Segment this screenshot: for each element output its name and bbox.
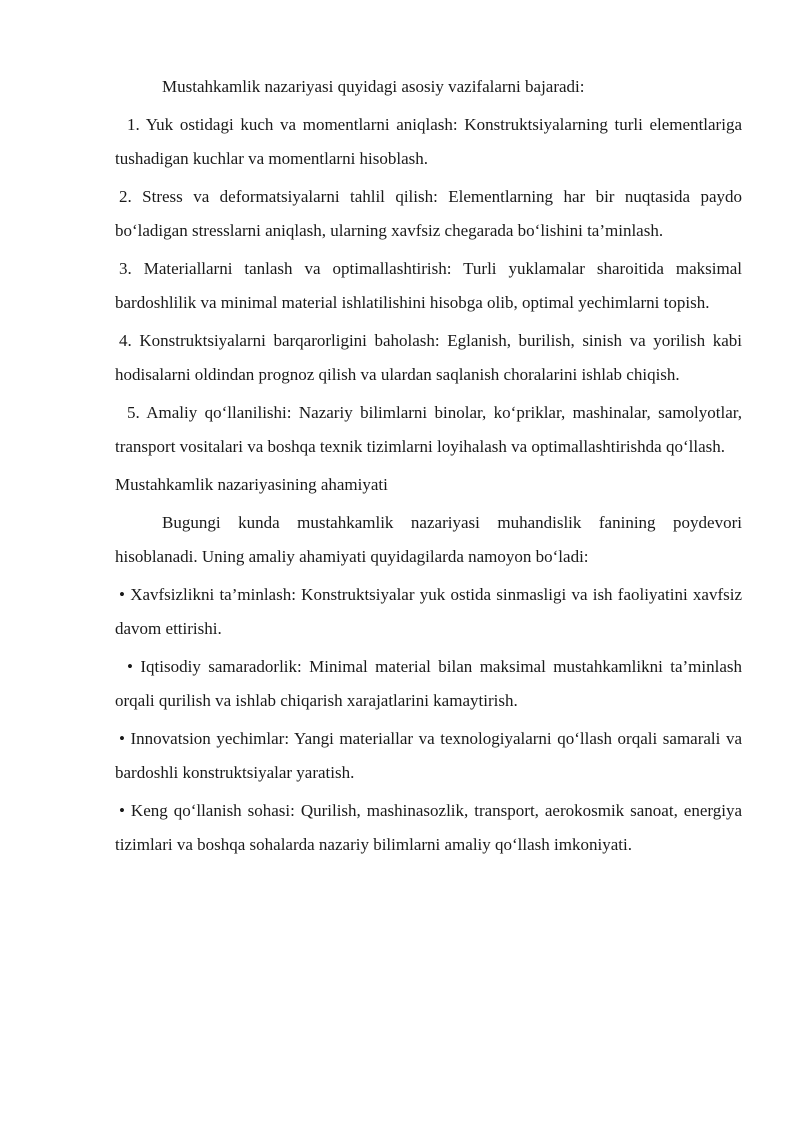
bullet-item-1: • Xavfsizlikni ta’minlash: Konstruktsiyalar yuk ostida sinmasligi va ish faoliyatini xavfsiz davom ettirishi.	[115, 585, 742, 638]
task-item-2: 2. Stress va deformatsiyalarni tahlil qilish: Elementlarning har bir nuqtasida paydo bo‘ladigan stresslarni aniqlash, ularning xavfsiz chegarada bo‘lishini ta’minlash.	[115, 187, 742, 240]
bullet-item-2: • Iqtisodiy samaradorlik: Minimal material bilan maksimal mustahkamlikni ta’minlash orqali qurilish va ishlab chiqarish xarajatlarini kamaytirish.	[115, 657, 742, 710]
section-heading: Mustahkamlik nazariyasining ahamiyati	[115, 475, 388, 494]
task-item-3: 3. Materiallarni tanlash va optimallashtirish: Turli yuklamalar sharoitida maksimal bardoshlilik va minimal material ishlatilishini hisobga olib, optimal yechimlarni topish.	[115, 259, 742, 312]
bullet-item-4: • Keng qo‘llanish sohasi: Qurilish, mashinasozlik, transport, aerokosmik sanoat, energiya tizimlari va boshqa sohalarda nazariy bilimlarni amaliy qo‘llash imkoniyati.	[115, 801, 742, 854]
section-intro-paragraph: Bugungi kunda mustahkamlik nazariyasi muhandislik fanining poydevori hisoblanadi. Uning amaliy ahamiyati quyidagilarda namoyon bo‘ladi:	[115, 513, 742, 566]
bullet-item-3: • Innovatsion yechimlar: Yangi materiallar va texnologiyalarni qo‘llash orqali samarali va bardoshli konstruktsiyalar yaratish.	[115, 729, 742, 782]
document-page	[115, 70, 742, 862]
task-item-4: 4. Konstruktsiyalarni barqarorligini baholash: Eglanish, burilish, sinish va yorilish kabi hodisalarni oldindan prognoz qilish va ulardan saqlanish choralarini ishlab chiqish.	[115, 331, 742, 384]
task-item-1: 1. Yuk ostidagi kuch va momentlarni aniqlash: Konstruktsiyalarning turli elementlariga tushadigan kuchlar va momentlarni hisoblash.	[115, 115, 742, 168]
intro-paragraph: Mustahkamlik nazariyasi quyidagi asosiy vazifalarni bajaradi:	[162, 77, 585, 96]
task-item-5: 5. Amaliy qo‘llanilishi: Nazariy bilimlarni binolar, ko‘priklar, mashinalar, samolyotlar, transport vositalari va boshqa texnik tizimlarni loyihalash va optimallashtirishda qo‘llash.	[115, 403, 742, 456]
